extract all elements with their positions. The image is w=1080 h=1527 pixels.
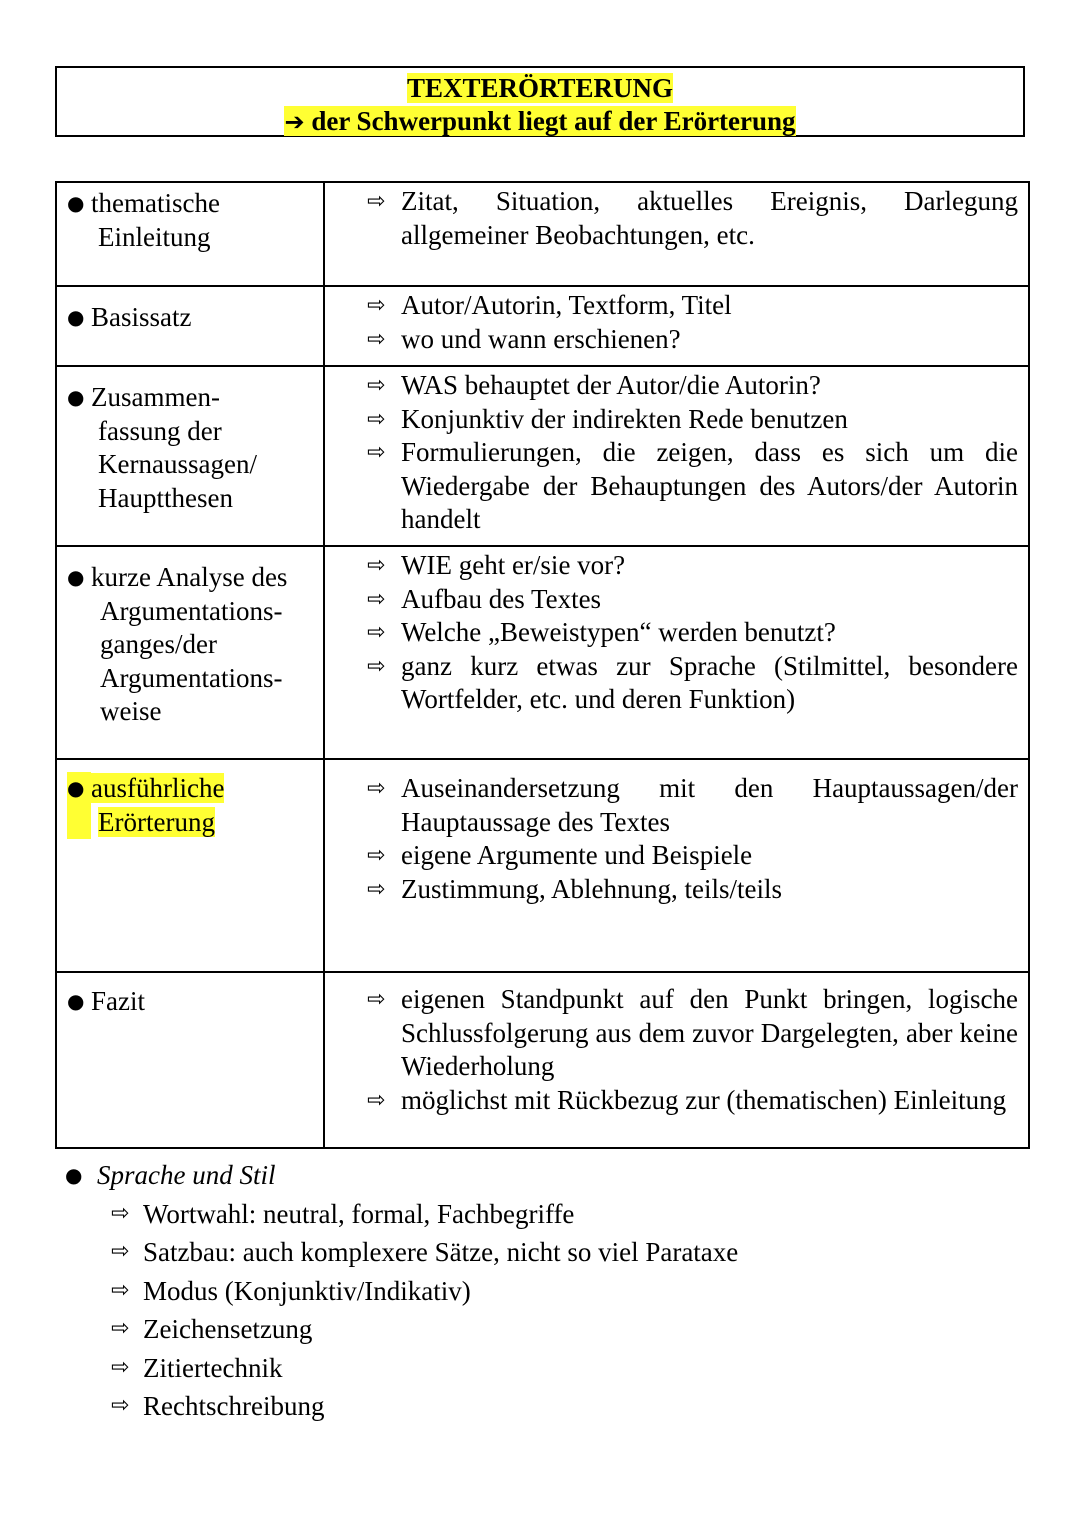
outline-arrow-icon: ⇨ bbox=[367, 620, 386, 645]
section-label-line: Basissatz bbox=[91, 302, 192, 332]
section-label-line: thematische bbox=[91, 188, 220, 218]
list-item: ⇨ eigenen Standpunkt auf den Punkt bringen, logische Schlussfolgerung aus dem zuvor Dargelegten, aber keine Wiederholung bbox=[367, 983, 1018, 1084]
title-line-2 bbox=[57, 105, 1023, 138]
outline-arrow-icon: ⇨ bbox=[111, 1200, 130, 1226]
outline-arrow-icon: ⇨ bbox=[367, 653, 386, 679]
page-title: TEXTERÖRTERUNG bbox=[406, 73, 674, 103]
section-cell bbox=[56, 286, 324, 366]
section-heading-row bbox=[55, 1156, 1030, 1195]
list-item: ⇨ Satzbau: auch komplexere Sätze, nicht so viel Parataxe bbox=[55, 1233, 1030, 1272]
outline-arrow-icon: ⇨ bbox=[367, 776, 386, 801]
title-box bbox=[55, 66, 1025, 137]
list-item: ⇨ Autor/Autorin, Textform, Titel bbox=[367, 289, 1018, 323]
section-label-line: Zusammen- bbox=[91, 382, 220, 412]
list-item: ⇨ WAS behauptet der Autor/die Autorin? bbox=[367, 369, 1018, 403]
list-item: ⇨ wo und wann erschienen? bbox=[367, 323, 1018, 357]
list-item: ⇨ Auseinandersetzung mit den Hauptaussagen/der Hauptaussage des Textes bbox=[367, 772, 1018, 839]
content-cell bbox=[324, 366, 1029, 546]
list-item: ⇨ Zitiertechnik bbox=[55, 1349, 1030, 1388]
bullet-icon: ● bbox=[67, 191, 85, 215]
list-item: ⇨ Rechtschreibung bbox=[55, 1387, 1030, 1426]
section-label bbox=[91, 561, 323, 729]
outline-arrow-icon: ⇨ bbox=[367, 406, 386, 432]
subtitle-highlight bbox=[284, 106, 795, 136]
section-cell bbox=[56, 366, 324, 546]
outline-arrow-icon: ⇨ bbox=[367, 553, 386, 578]
list-item: ⇨ Aufbau des Textes bbox=[367, 583, 1018, 617]
bold-right-arrow-icon: ➔ bbox=[284, 108, 305, 136]
section-cell bbox=[56, 972, 324, 1148]
title-line-1 bbox=[57, 72, 1023, 104]
outline-arrow-icon: ⇨ bbox=[367, 1087, 386, 1113]
section-label bbox=[91, 985, 323, 1019]
outline-arrow-icon: ⇨ bbox=[111, 1354, 130, 1380]
subtitle: der Schwerpunkt liegt auf der Erörterung bbox=[311, 106, 796, 136]
list-item: ⇨ WIE geht er/sie vor? bbox=[367, 549, 1018, 583]
list-item: ⇨ Konjunktiv der indirekten Rede benutzen bbox=[367, 403, 1018, 437]
table-row bbox=[56, 972, 1029, 1148]
list-item: ⇨ eigene Argumente und Beispiele bbox=[367, 839, 1018, 873]
section-label bbox=[91, 301, 323, 335]
table-row bbox=[56, 286, 1029, 366]
list-item: ⇨ ganz kurz etwas zur Sprache (Stilmittel, besondere Wortfelder, etc. und deren Funktion) bbox=[367, 650, 1018, 717]
outline-arrow-icon: ⇨ bbox=[367, 987, 386, 1012]
section-label-highlighted bbox=[91, 772, 323, 839]
outline-arrow-icon: ⇨ bbox=[111, 1316, 130, 1341]
list-item: ⇨ Wortwahl: neutral, formal, Fachbegriffe bbox=[55, 1195, 1030, 1234]
outline-arrow-icon: ⇨ bbox=[111, 1239, 130, 1264]
bullet-icon: ● bbox=[67, 305, 85, 329]
list-item: ⇨ Modus (Konjunktiv/Indikativ) bbox=[55, 1272, 1030, 1311]
section-label-line: Fazit bbox=[91, 986, 145, 1016]
list-item: ⇨ Zeichensetzung bbox=[55, 1310, 1030, 1349]
section-cell bbox=[56, 759, 324, 972]
list-item: ⇨ Zustimmung, Ablehnung, teils/teils bbox=[367, 873, 1018, 907]
section-cell bbox=[56, 182, 324, 286]
content-cell bbox=[324, 972, 1029, 1148]
list-item: ⇨ Formulierungen, die zeigen, dass es sich um die Wiedergabe der Behauptungen des Autors/der Autorin handelt bbox=[367, 436, 1018, 537]
section-label-line: Argumentations- bbox=[100, 595, 283, 626]
list-item: ⇨ Welche „Beweistypen“ werden benutzt? bbox=[367, 616, 1018, 650]
outline-arrow-icon: ⇨ bbox=[367, 586, 386, 612]
content-cell bbox=[324, 546, 1029, 759]
content-cell bbox=[324, 182, 1029, 286]
outline-arrow-icon: ⇨ bbox=[367, 293, 386, 318]
section-label-line: Erörterung bbox=[98, 806, 215, 837]
section-label-line: Einleitung bbox=[98, 221, 211, 252]
table-row bbox=[56, 546, 1029, 759]
section-label bbox=[91, 381, 323, 515]
language-style-section bbox=[55, 1156, 1030, 1426]
section-label-line: kurze Analyse des bbox=[91, 562, 288, 592]
section-label-line: Argumentations- bbox=[100, 662, 283, 693]
content-cell bbox=[324, 286, 1029, 366]
bullet-icon: ● bbox=[67, 989, 85, 1013]
bullet-icon: ● bbox=[67, 772, 91, 839]
structure-table-body bbox=[56, 182, 1029, 1148]
section-cell bbox=[56, 546, 324, 759]
outline-arrow-icon: ⇨ bbox=[367, 440, 386, 465]
outline-arrow-icon: ⇨ bbox=[367, 373, 386, 398]
bullet-icon: ● bbox=[67, 565, 85, 589]
section-label-line: ganges/der bbox=[100, 629, 217, 659]
table-row bbox=[56, 182, 1029, 286]
section-label-line: Kernaussagen/ bbox=[98, 449, 257, 479]
bullet-icon: ● bbox=[65, 1163, 83, 1187]
list-item: ⇨ möglichst mit Rückbezug zur (thematischen) Einleitung bbox=[367, 1084, 1018, 1118]
section-heading: Sprache und Stil bbox=[97, 1160, 276, 1190]
section-label bbox=[91, 187, 323, 254]
table-row bbox=[56, 366, 1029, 546]
table-row bbox=[56, 759, 1029, 972]
bullet-icon: ● bbox=[67, 385, 85, 409]
outline-arrow-icon: ⇨ bbox=[367, 843, 386, 868]
content-cell bbox=[324, 759, 1029, 972]
outline-arrow-icon: ⇨ bbox=[367, 326, 386, 352]
section-label-line: weise bbox=[100, 696, 162, 726]
section-label-line: fassung der bbox=[98, 415, 222, 446]
section-label-line: ausführliche bbox=[91, 773, 225, 803]
outline-arrow-icon: ⇨ bbox=[111, 1393, 130, 1418]
outline-arrow-icon: ⇨ bbox=[367, 189, 386, 214]
section-label-line: Hauptthesen bbox=[98, 482, 233, 513]
outline-arrow-icon: ⇨ bbox=[111, 1277, 130, 1303]
outline-arrow-icon: ⇨ bbox=[367, 876, 386, 902]
structure-table bbox=[55, 181, 1030, 1149]
list-item: ⇨ Zitat, Situation, aktuelles Ereignis, Darlegung allgemeiner Beobachtungen, etc. bbox=[367, 185, 1018, 252]
